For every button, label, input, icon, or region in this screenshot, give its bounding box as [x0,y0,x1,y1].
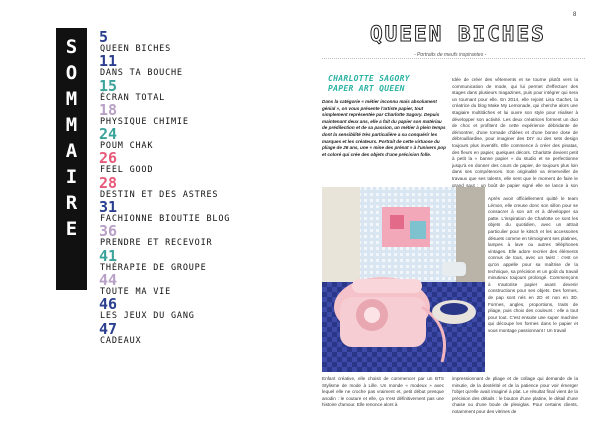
toc-page-number: 41 [99,246,118,265]
sommaire-letter: R [65,192,78,214]
toc-page-number: 15 [99,76,118,95]
toc-section-title: QUEEN BICHES [100,44,172,54]
sommaire-letter: O [65,62,78,84]
toc-section-title: POUM CHAK [100,141,154,152]
toc-entry[interactable] [99,125,319,155]
toc-entry[interactable] [99,100,319,131]
article-intro: Dans la catégorie « métier inconnu mais absolument génial », on vous présente l'artiste papier, tout simplement représentée par Charlotte Sagory. Depuis maintenant deux ans, elle a fait du papier son matériau de prédilection et de sa passion, un métier à plein temps dont la sensibilité très particulière a su conquérir les marques et les créateurs. Portrait de cette virtuose du pliage de 26 ans, une « mine des prénat » à l'univers pop et coloré qui crée des objets d'une précision folle. [322,99,446,157]
toc-section-title: ÉCRAN TOTAL [100,92,166,103]
toc-section-title: PRENDRE ET RECEVOIR [100,238,213,249]
toc-page-number: 44 [99,270,118,289]
body-column-bottom-right: impressionnant de pliage et de collage qui demande de la minutie, de la dextérité et de la patience pour voir émerger l'objet qu'elle avait imaginé à plat. Le résultat final vient de la précision des détails : le bouton d'une platine, le détail d'une chaise ou d'une boule de plexiglas. Pour certains clients, notamment pour des vitrines de [452,376,578,414]
toc-section-title: THÉRAPIE DE GROUPE [100,262,207,273]
toc-entry[interactable] [99,149,319,179]
toc-entry[interactable] [99,222,319,252]
toc-entry[interactable] [99,246,319,277]
table-of-contents [99,28,319,350]
sommaire-letter: M [65,88,78,110]
toc-section-title: FACHIONNE BIOUTIE BLOG [100,214,231,225]
toc-page-number: 31 [99,198,118,217]
toc-page-number: 36 [99,222,118,241]
sommaire-letter: S [65,36,78,58]
toc-section-title: PHYSIQUE CHIMIE [100,116,189,127]
sommaire-letter: E [65,218,78,240]
page-number: 8 [573,12,577,18]
toc-section-title: LES JEUX DU GANG [100,311,195,322]
page-title: QUEEN BICHES [370,22,546,46]
toc-entry[interactable] [99,52,319,82]
page-subtitle: - Portraits de meufs inspirantes - [414,52,487,58]
toc-entry[interactable] [99,173,319,204]
sommaire-letter: M [65,114,78,136]
body-column-right-middle: Après avoir officiellement quitté le team Lémon, elle creuse donc son sillon pour se consacrer à son art et à développer sa patte. L'inspiration de Charlotte ce sont les objets du quotidien, avec un attrait particulier pour le kitsch et les accessoires désuets comme en témoignent ses platines, lampes à lave ou autres téléphones vintages. Elle adore recréer des éléments connus de tous, avec un twist : c'est ce qu'on appelle pour sa maîtrise de la technique, sa précision et un goût du travail minutieux toujours prolongé. Commençons à s'autorise papier avant devenir constructions pour ses objets. Des formes, de pap sont nés en 2D et non en 3D. Formes, angles, proportions, traits de pliage, puis choix des couleurs : elle a tout pour tout. C'est ensuite une super machine qui découpe les formes dans le papier et vous montage passionnant ! Un travail [488,196,578,333]
toc-page-number: 5 [99,28,109,46]
toc-page-number: 47 [99,319,118,338]
toc-page-number: 28 [99,173,118,192]
toc-section-title: CADEAUX [100,335,142,346]
toc-page-number: 18 [99,100,118,119]
toc-section-title: TOUTE MA VIE [100,286,172,297]
toc-entry[interactable] [99,76,319,107]
paper-telephone-photo [322,187,485,372]
sommaire-banner [56,28,87,290]
toc-section-title: DESTIN ET DES ASTRES [100,189,219,200]
toc-page-number: 26 [99,149,118,168]
toc-entry[interactable] [99,270,319,301]
divider [322,58,585,59]
body-column-bottom-left: Enfant créative, elle choisit de commencer par un BTS Stylisme de mode à Lille. Un monde « modeux » avec lequel elle ne croche pas vraiment et, petit début presque anodin : le couture et elle, ça n'est définitivement pas une histoire d'amour. Elle renonce alors à [322,376,444,408]
toc-page-number: 11 [99,52,118,71]
toc-entry[interactable] [99,28,319,58]
article-headline: CHARLOTTE SAGORY PAPER ART QUEEN [328,74,410,93]
toc-section-title: DANS TA BOUCHE [100,68,183,79]
toc-entry[interactable] [99,319,319,350]
toc-section-title: FEEL GOOD [100,165,154,176]
toc-page-number: 46 [99,295,118,314]
toc-entry[interactable] [99,198,319,228]
sommaire-letter: A [65,140,78,162]
photo-illustration [322,187,485,372]
body-column-right-top: Idée de créer des vêtements et se tourne plutôt vers la communication de mode, qui lui permet d'effectuer des stages dans plusieurs magazines, puis pour intégrer qui sera un tournant pour elle. En 2014, elle rejoint Lisa Gachet, la créatrice du blog Make My Lemonade, qui cherche alors une stagiaire multitâches et lui ouvre son style pour réaliser à développer son activité. Les deux créatrices forment un duo de choc et profitent de cette expérience débridante de démontrer, d'une tornade d'idées et d'une bonne dose de débrouillardise, pour imaginer des DIY ou des sets design toujours plus inventifs. Elle commence à créer des pinatas, des fleurs en papier, quelques décors. Charlotte devient petit à petit la « banne papier » du studio et se perfectionne jusqu'à en donner des cours de papier, de toujours plus loin dans ses compétences. Son originalité va émerveiller de travaux que ses talents, elle sent que le moment de faire le grand saut : un boût de papier signé elle se lance à son [452,77,578,188]
toc-entry[interactable] [99,295,319,325]
sommaire-letter: I [65,166,78,188]
toc-page-number: 24 [99,125,118,144]
